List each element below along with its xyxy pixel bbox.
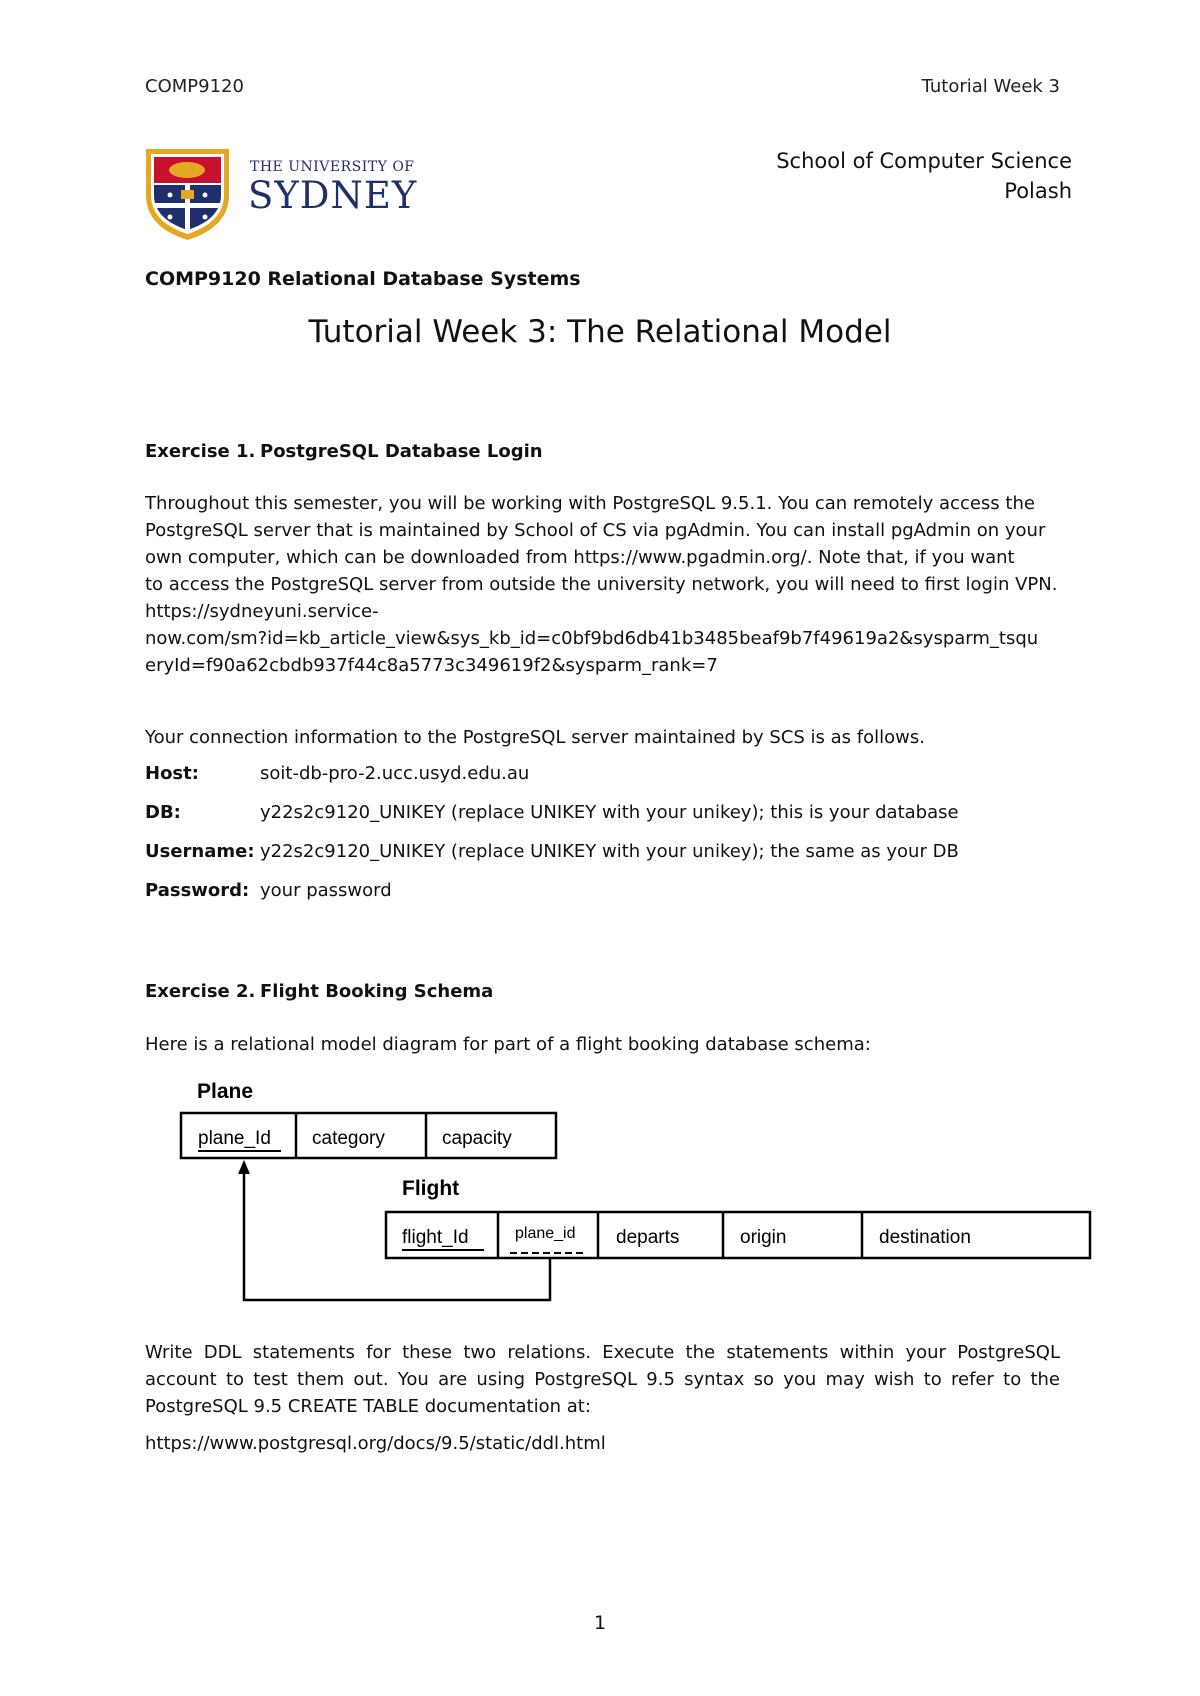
page-number: 1	[593, 1612, 607, 1634]
exercise2-intro: Here is a relational model diagram for part of a flight booking database schema:	[145, 1034, 871, 1055]
plane-attr-capacity: capacity	[442, 1128, 512, 1149]
exercise2-paragraph	[145, 1339, 1060, 1420]
flight-attr-flight-id: flight_Id	[402, 1227, 469, 1248]
connection-label: Username:	[145, 841, 255, 862]
logo-line1: THE UNIVERSITY OF	[250, 159, 415, 175]
header-week: Tutorial Week 3	[921, 76, 1060, 97]
connection-label: Password:	[145, 880, 250, 901]
plane-attr-plane-id: plane_Id	[198, 1128, 271, 1149]
school-block	[776, 146, 1072, 206]
connection-value: y22s2c9120_UNIKEY (replace UNIKEY with your unikey); the same as your DB	[260, 841, 959, 862]
exercise1-title: PostgreSQL Database Login	[260, 441, 543, 462]
exercise1-number: Exercise 1.	[145, 441, 256, 462]
para-line: to access the PostgreSQL server from outside the university network, you will need to first login VPN.	[145, 574, 1058, 595]
connection-value: y22s2c9120_UNIKEY (replace UNIKEY with your unikey); this is your database	[260, 802, 959, 823]
course-title: COMP9120 Relational Database Systems	[145, 268, 581, 290]
para-line: own computer, which can be downloaded from https://www.pgadmin.org/. Note that, if you want	[145, 547, 1015, 568]
para-line: Throughout this semester, you will be working with PostgreSQL 9.5.1. You can remotely access the	[145, 493, 1035, 514]
logo-line2: SYDNEY	[248, 174, 418, 217]
exercise2-number: Exercise 2.	[145, 981, 256, 1002]
connection-label: Host:	[145, 763, 199, 784]
connection-intro: Your connection information to the PostgreSQL server maintained by SCS is as follows.	[145, 727, 925, 748]
flight-attr-departs: departs	[616, 1227, 680, 1248]
vpn-link-line[interactable]: now.com/sm?id=kb_article_view&sys_kb_id=c0bf9bd6db41b3485beaf9b7f49619a2&sysparm_tsqu	[145, 628, 1039, 649]
flight-relation-name: Flight	[402, 1177, 460, 1200]
flight-attr-plane-id: plane_id	[515, 1225, 576, 1242]
para-line: PostgreSQL 9.5 CREATE TABLE documentation at:	[145, 1396, 591, 1417]
document-title: Tutorial Week 3: The Relational Model	[308, 314, 892, 350]
plane-relation-name: Plane	[197, 1080, 254, 1103]
connection-label: DB:	[145, 802, 181, 823]
para-line: account to test them out. You are using PostgreSQL 9.5 syntax so you may wish to refer to the	[145, 1369, 1060, 1390]
plane-attr-category: category	[312, 1128, 385, 1149]
exercise1-paragraph	[145, 490, 1060, 679]
exercise2-title: Flight Booking Schema	[260, 981, 494, 1002]
arrow-head-icon	[238, 1160, 250, 1174]
connection-value: soit-db-pro-2.ucc.usyd.edu.au	[260, 763, 530, 784]
connection-value: your password	[260, 880, 392, 901]
flight-table	[386, 1212, 1090, 1258]
plane-table	[181, 1113, 556, 1158]
flight-attr-destination: destination	[879, 1227, 971, 1248]
para-line: PostgreSQL server that is maintained by School of CS via pgAdmin. You can install pgAdmin on your	[145, 520, 1046, 541]
exercise2-heading	[145, 981, 493, 1002]
school-person: Polash	[1004, 179, 1072, 203]
school-name: School of Computer Science	[776, 149, 1072, 173]
para-line: Write DDL statements for these two relations. Execute the statements within your PostgreSQL	[145, 1342, 1060, 1363]
exercise1-heading	[145, 441, 543, 462]
header-course-code: COMP9120	[145, 76, 244, 97]
flight-attr-origin: origin	[740, 1227, 787, 1248]
vpn-link-line[interactable]: eryId=f90a62cbdb937f44c8a5773c349619f2&sysparm_rank=7	[145, 655, 718, 676]
ddl-doc-link[interactable]: https://www.postgresql.org/docs/9.5/static/ddl.html	[145, 1433, 606, 1454]
foreign-key-arrow	[244, 1172, 550, 1300]
vpn-link-line[interactable]: https://sydneyuni.service-	[145, 601, 379, 622]
